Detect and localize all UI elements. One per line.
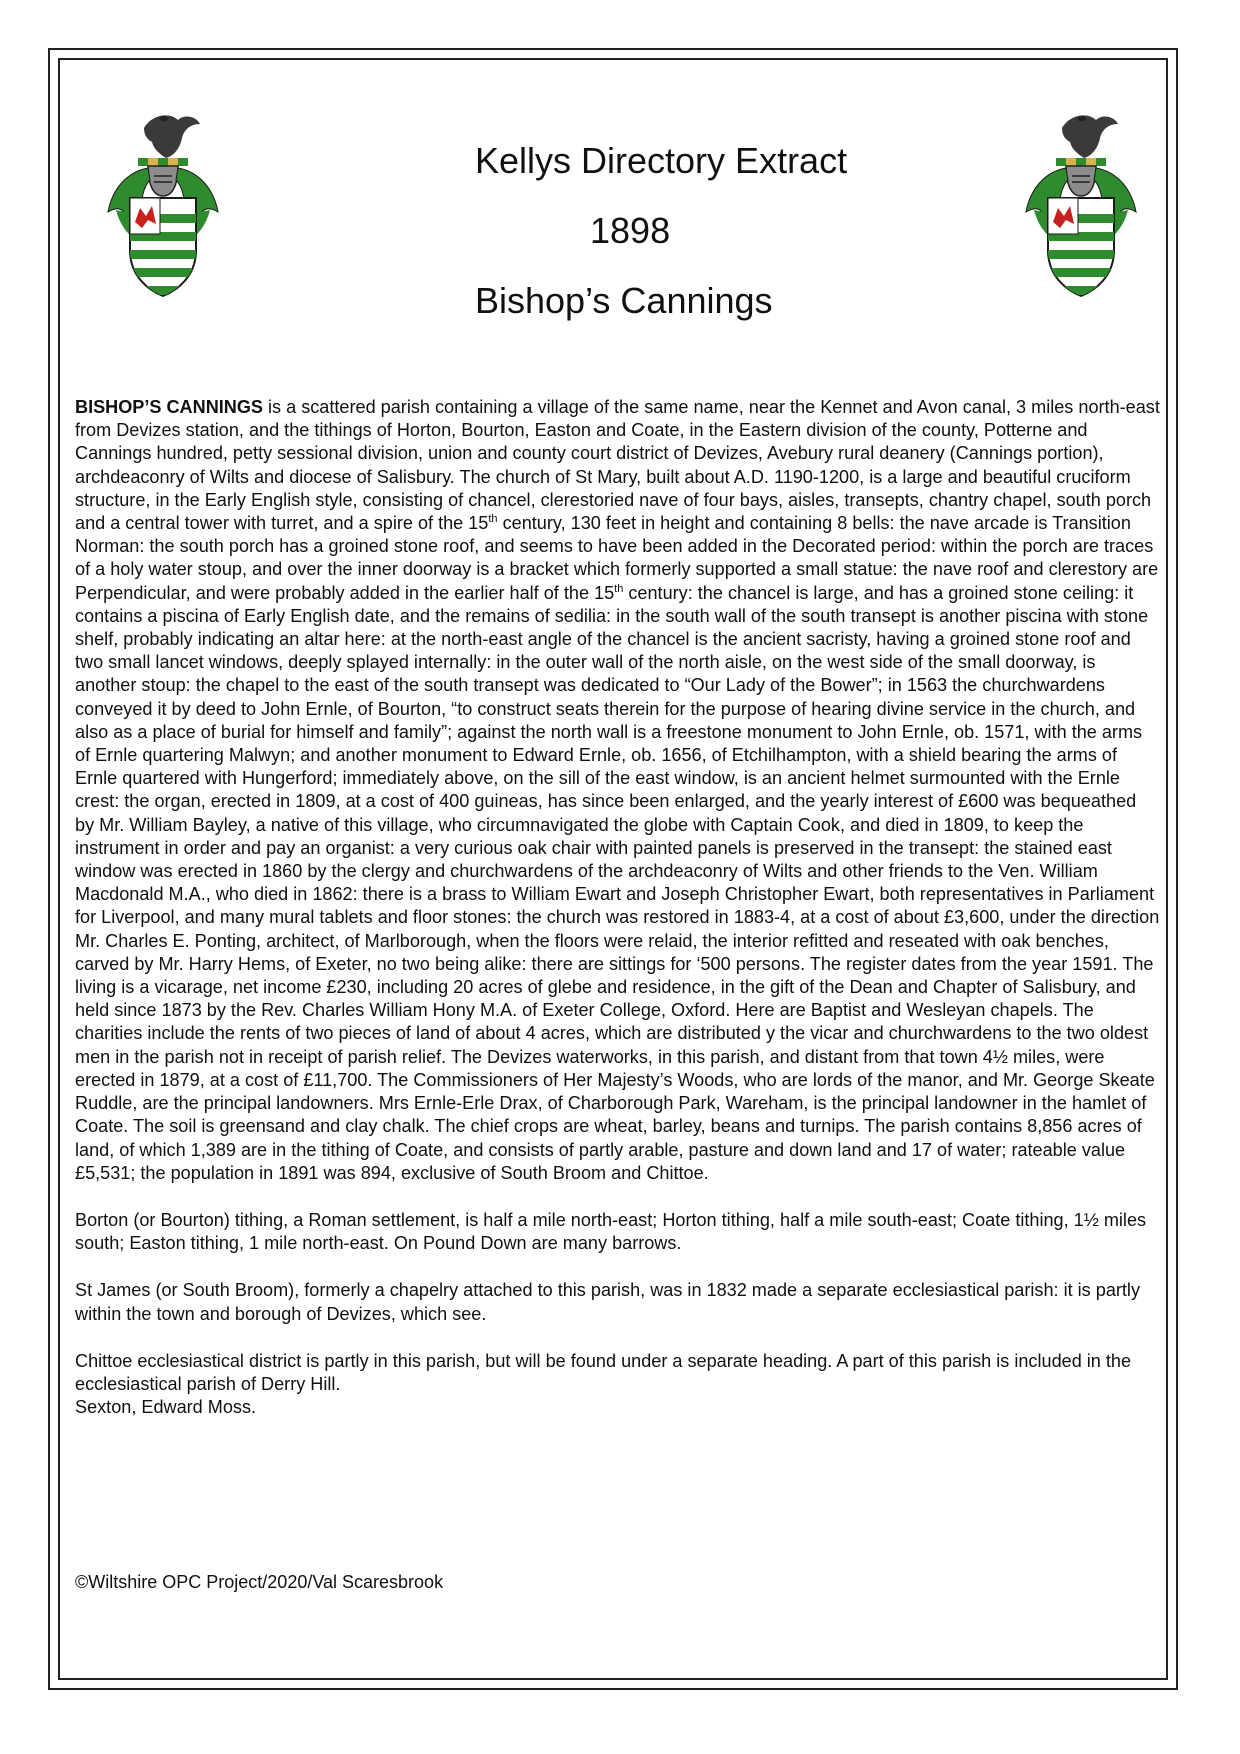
ordinal-suffix: th: [488, 512, 498, 525]
paragraph-st-james: St James (or South Broom), formerly a chapelry attached to this parish, was in 1832 made a separate ecclesiastical parish: it is partly within the town and borough of Devizes, which see.: [75, 1280, 1140, 1324]
paragraph-main: [75, 396, 1160, 1185]
document-year: 1898: [590, 210, 671, 251]
paragraph-sexton: Sexton, Edward Moss.: [75, 1397, 257, 1418]
paragraph-main-part-b: century, 130 feet in height and containing 8 bells: the nave arcade is Transition Norman: the south porch has a groined stone roof, and seems to have been added in the Decorated period: within the porch are traces of a holy water stoup, and over the inner doorway is a bracket which formerly supported a small statue: the nave roof and clerestory are Perpendicular, and were probably added in the earlier half of the 15: [75, 513, 1159, 603]
paragraph-tithings: Borton (or Bourton) tithing, a Roman settlement, is half a mile north-east; Horton tithing, half a mile south-east; Coate tithing, 1½ miles south; Easton tithing, 1 mile north-east. On Pound Down are many barrows.: [75, 1209, 1147, 1254]
paragraph-main-part-c: century: the chancel is large, and has a groined stone ceiling: it contains a piscina of Early English date, and the remains of sedilia: in the south wall of the south transept is another piscina with stone shelf, probably indicating an altar here: at the north-east angle of the chancel is the ancient sacristy, having a groined stone roof and two small lancet windows, deeply splayed internally: in the outer wall of the north aisle, on the west side of the small doorway, is another stoup: the chapel to the east of the south transept was dedicated to “Our Lady of the Bower”; in 1563 the churchwardens conveyed it by deed to John Ernle, of Bourton, “to construct seats therein for the purpose of hearing divine service in the church, and also as a place of burial for himself and family”; against the north wall is a freestone monument to John Ernle, ob. 1571, with the arms of Ernle quartering Malwyn; and another monument to Edward Ernle, ob. 1656, of Etchilhampton, with a shield bearing the arms of Ernle quartered with Hungerford; immediately above, on the sill of the east window, is an ancient helmet surmounted with the Ernle crest: the organ, erected in 1809, at a cost of 400 guineas, has since been enlarged, and the yearly interest of £600 was bequeathed by Mr. William Bayley, a native of this village, who circumnavigated the globe with Captain Cook, and died in 1809, to keep the instrument in order and pay an organist: a very curious oak chair with painted panels is preserved in the transept: the stained east window was erected in 1860 by the clergy and churchwardens of the archdeaconry of Wilts and other friends to the Ven. William Macdonald M.A., who died in 1862: there is a brass to William Ewart and Joseph Christopher Ewart, both representatives in Parliament for Liverpool, and many mural tablets and floor stones: the church was restored in 1883-4, at a cost of about £3,600, under the direction Mr. Charles E. Ponting, architect, of Marlborough, when the floors were relaid, the interior refitted and reseated with oak benches, carved by Mr. Harry Hems, of Exeter, no two being alike: there are sittings for ‘500 persons. The register dates from the year 1591. The living is a vicarage, net income £230, including 20 acres of glebe and residence, in the gift of the Dean and Chapter of Salisbury, and held since 1873 by the Rev. Charles William Hony M.A. of Exeter College, Oxford. Here are Baptist and Wesleyan chapels. The charities include the rents of two pieces of land of about 4 acres, which are distributed y the vicar and churchwardens to the two oldest men in the parish not in receipt of parish relief. The Devizes waterworks, in this parish, and distant from that town 4½ miles, were erected in 1879, at a cost of £11,700. The Commissioners of Her Majesty’s Woods, who are lords of the manor, and Mr. George Skeate Ruddle, are the principal landowners. Mrs Ernle-Erle Drax, of Charborough Park, Wareham, is the principal landowner in the hamlet of Coate. The soil is greensand and clay chalk. The chief crops are wheat, barley, beans and turnips. The parish contains 8,856 acres of land, of which 1,389 are in the tithing of Coate, and consists of partly arable, pasture and down land and 17 of water; rateable value £5,531; the population in 1891 was 894, exclusive of South Broom and Chittoe.: [75, 582, 1160, 1183]
article-body: [75, 396, 1160, 1419]
paragraph-main-part-a: is a scattered parish containing a village of the same name, near the Kennet and Avon canal, 3 miles north-east from Devizes station, and the tithings of Horton, Bourton, Easton and Coate, in the Eastern division of the county, Potterne and Cannings hundred, petty sessional division, union and county court district of Devizes, Avebury rural deanery (Cannings portion), archdeaconry of Wilts and diocese of Salisbury. The church of St Mary, built about A.D. 1190-1200, is a large and beautiful cruciform structure, in the Early English style, consisting of chancel, clerestoried nave of four bays, aisles, transepts, chantry chapel, south porch and a central tower with turret, and a spire of the 15: [75, 397, 1160, 534]
parish-name-lead: BISHOP’S CANNINGS: [75, 397, 263, 417]
document-title: Kellys Directory Extract: [475, 140, 848, 181]
coat-of-arms-left-icon: [104, 110, 222, 300]
copyright-notice: ©Wiltshire OPC Project/2020/Val Scaresbrook: [75, 1572, 444, 1592]
ordinal-suffix: th: [614, 582, 624, 595]
coat-of-arms-right-icon: [1022, 110, 1140, 300]
document-place: Bishop’s Cannings: [475, 280, 773, 321]
paragraph-chittoe: Chittoe ecclesiastical district is partly in this parish, but will be found under a separate heading. A part of this parish is included in the ecclesiastical parish of Derry Hill.: [75, 1350, 1132, 1394]
